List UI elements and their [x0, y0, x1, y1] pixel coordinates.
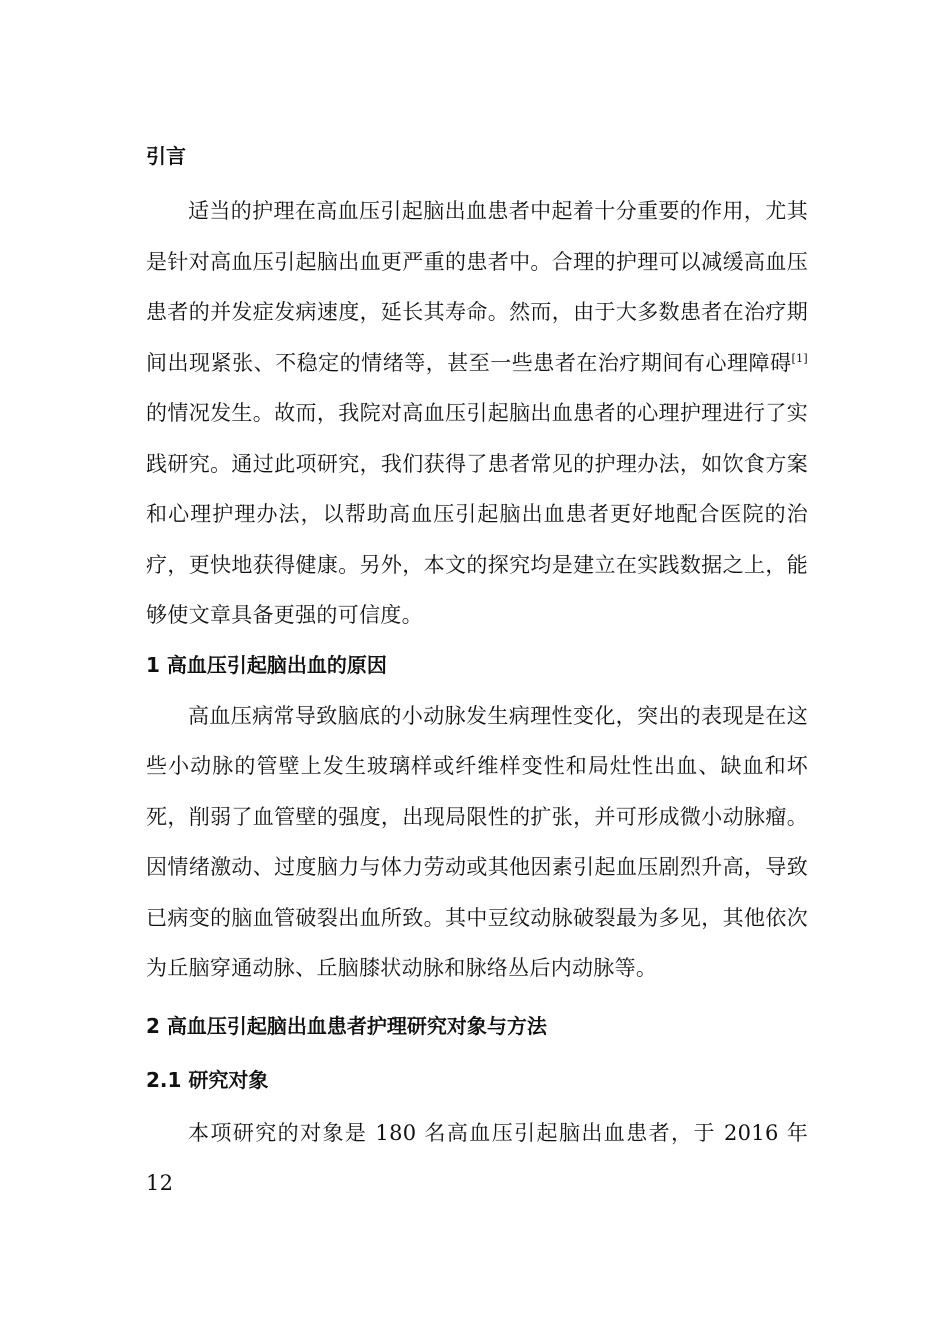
paragraph-section-2-1: 本项研究的对象是 180 名高血压引起脑出血患者，于 2016 年 12 [146, 1120, 808, 1195]
citation-ref-1: [1] [791, 351, 808, 365]
paragraph-intro [146, 186, 808, 641]
intro-text-part-2: 的情况发生。故而，我院对高血压引起脑出血患者的心理护理进行了实践研究。通过此项研究，我们获得了患者常见的护理办法，如饮食方案和心理护理办法，以帮助高血压引起脑出血患者更好地配合医院的治疗，更快地获得健康。另外，本文的探究均是建立在实践数据之上，能够使文章具备更强的可信度。 [146, 401, 808, 627]
intro-text-part-1: 适当的护理在高血压引起脑出血患者中起着十分重要的作用，尤其是针对高血压引起脑出血更严重的患者中。合理的护理可以减缓高血压患者的并发症发病速度，延长其寿命。然而，由于大多数患者在治疗期间出现紧张、不稳定的情绪等，甚至一些患者在治疗期间有心理障碍 [146, 199, 808, 375]
paragraph-section-1: 高血压病常导致脑底的小动脉发生病理性变化，突出的表现是在这些小动脉的管壁上发生玻璃样或纤维样变性和局灶性出血、缺血和坏死，削弱了血管壁的强度，出现局限性的扩张，并可形成微小动脉瘤。因情绪激动、过度脑力与体力劳动或其他因素引起血压剧烈升高，导致已病变的脑血管破裂出血所致。其中豆纹动脉破裂最为多见，其他依次为丘脑穿通动脉、丘脑膝状动脉和脉络丛后内动脉等。 [146, 703, 808, 980]
document-body [146, 138, 808, 1209]
heading-intro: 引言 [146, 144, 186, 168]
heading-section-2-1: 2.1 研究对象 [146, 1067, 269, 1092]
heading-section-2: 2 高血压引起脑出血患者护理研究对象与方法 [146, 1013, 547, 1038]
heading-section-1: 1 高血压引起脑出血的原因 [146, 652, 387, 677]
